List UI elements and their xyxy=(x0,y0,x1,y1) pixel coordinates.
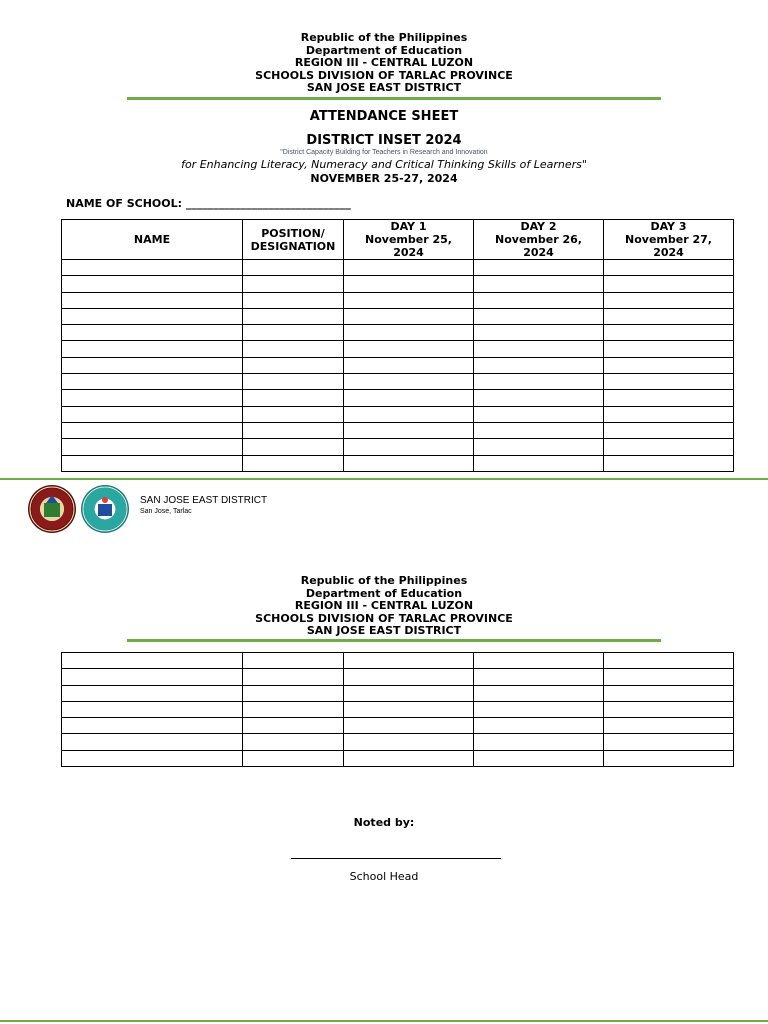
page2-footer-divider xyxy=(0,1020,768,1022)
col-day2: DAY 2 November 26, 2024 xyxy=(474,220,604,260)
noted-by-label: Noted by: xyxy=(353,816,415,829)
table-row xyxy=(62,292,734,308)
table-row xyxy=(62,325,734,341)
header-deped: Department of Education xyxy=(305,586,463,600)
district-seal-logo xyxy=(81,485,129,533)
tagline-italic: for Enhancing Literacy, Numeracy and Critical Thinking Skills of Learners" xyxy=(181,158,587,171)
signature-line xyxy=(291,858,501,859)
header-division: SCHOOLS DIVISION OF TARLAC PROVINCE xyxy=(255,611,513,625)
header-republic: Republic of the Philippines xyxy=(300,574,468,587)
table-row xyxy=(62,669,734,685)
table-row xyxy=(62,685,734,701)
page2-letterhead xyxy=(0,575,768,638)
table-row xyxy=(62,406,734,422)
attendance-table-continued xyxy=(61,652,734,767)
footer-location: San Jose, Tarlac xyxy=(140,508,192,515)
col-name: NAME xyxy=(62,220,243,260)
table-row xyxy=(62,308,734,324)
table-row xyxy=(62,357,734,373)
page1-letterhead xyxy=(0,32,768,95)
table-row xyxy=(62,439,734,455)
header-district: SAN JOSE EAST DISTRICT xyxy=(306,624,462,638)
col-day3: DAY 3 November 27, 2024 xyxy=(604,220,734,260)
header-division: SCHOOLS DIVISION OF TARLAC PROVINCE xyxy=(255,68,513,82)
table-row xyxy=(62,276,734,292)
header-divider xyxy=(127,97,661,100)
table-row xyxy=(62,260,734,276)
col-position: POSITION/ DESIGNATION xyxy=(243,220,344,260)
header-district: SAN JOSE EAST DISTRICT xyxy=(306,81,462,95)
event-dates: NOVEMBER 25-27, 2024 xyxy=(310,172,458,185)
footer-divider xyxy=(0,478,768,480)
event-title: DISTRICT INSET 2024 xyxy=(306,133,462,148)
header-deped: Department of Education xyxy=(305,43,463,57)
attendance-table xyxy=(61,219,734,472)
signatory-role: School Head xyxy=(349,870,419,883)
table-row xyxy=(62,718,734,734)
header-republic: Republic of the Philippines xyxy=(300,31,468,44)
table-row xyxy=(62,390,734,406)
table-row xyxy=(62,455,734,471)
school-name-field: NAME OF SCHOOL: ______________________________ xyxy=(66,197,351,210)
footer-district-name: SAN JOSE EAST DISTRICT xyxy=(140,495,268,506)
header-region: REGION III - CENTRAL LUZON xyxy=(294,56,474,70)
table-header-row xyxy=(62,220,734,260)
table-row xyxy=(62,734,734,750)
header-region: REGION III - CENTRAL LUZON xyxy=(294,599,474,613)
table-row xyxy=(62,422,734,438)
tagline-small: "District Capacity Building for Teachers in Research and Innovation xyxy=(280,149,488,156)
col-day1: DAY 1 November 25, 2024 xyxy=(344,220,474,260)
header-divider xyxy=(127,639,661,642)
page-title: ATTENDANCE SHEET xyxy=(309,109,459,124)
table-row xyxy=(62,341,734,357)
table-row xyxy=(62,750,734,766)
table-row xyxy=(62,653,734,669)
deped-seal-logo xyxy=(28,485,76,533)
table-row xyxy=(62,374,734,390)
table-row xyxy=(62,701,734,717)
